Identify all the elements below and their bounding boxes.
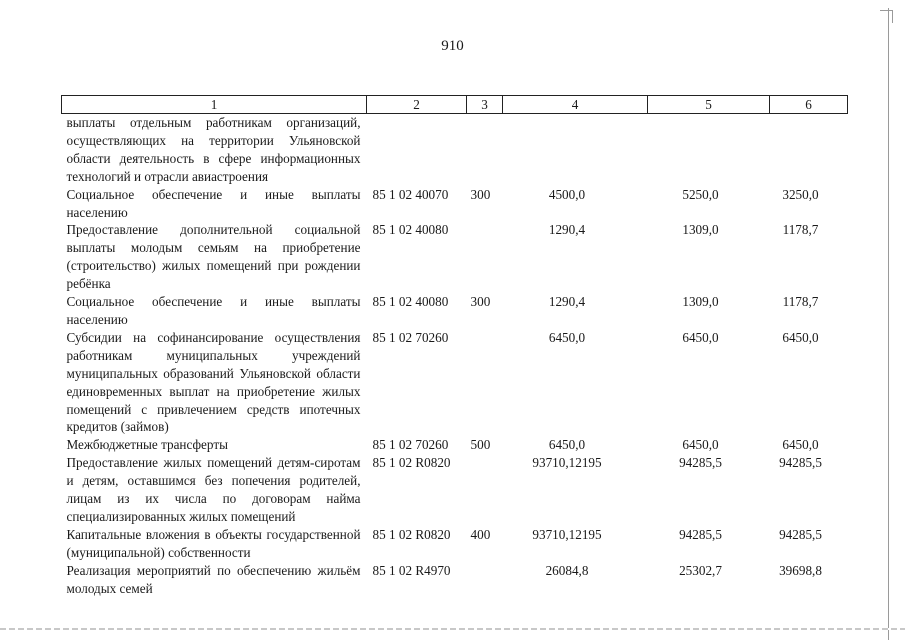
row-year2: 1309,0 xyxy=(682,294,719,310)
table-row xyxy=(62,221,848,293)
corner-mark xyxy=(880,10,893,23)
page-border xyxy=(888,8,889,640)
row-year2: 5250,0 xyxy=(682,186,719,202)
table-row xyxy=(62,562,848,598)
row-code: 85 1 02 R4970 xyxy=(372,562,451,578)
row-year2: 94285,5 xyxy=(679,455,722,471)
row-year2: 6450,0 xyxy=(682,329,719,345)
table-row xyxy=(62,454,848,526)
row-code: 85 1 02 40070 xyxy=(372,186,449,202)
row-year3: 39698,8 xyxy=(779,562,822,578)
scan-bottom-edge xyxy=(0,628,905,630)
row-year1: 6450,0 xyxy=(548,329,586,345)
row-name: Межбюджетные трансферты xyxy=(66,437,228,453)
row-year3: 94285,5 xyxy=(779,455,822,471)
row-year3: 1178,7 xyxy=(782,294,819,310)
column-header-1: 1 xyxy=(62,96,367,114)
row-name: Предоставление дополнительной социальной выплаты молодым семьям на приобретение (строительство) жилых помещений при рождении ребёнка xyxy=(66,222,361,292)
row-name: Реализация мероприятий по обеспечению жильём молодых семей xyxy=(66,562,361,596)
row-code: 85 1 02 40080 xyxy=(372,294,449,310)
row-code: 85 1 02 R0820 xyxy=(372,455,451,471)
table-row xyxy=(62,186,848,222)
row-expense-type xyxy=(467,562,503,598)
column-header-2: 2 xyxy=(367,96,467,114)
column-header-5: 5 xyxy=(648,96,770,114)
table-row xyxy=(62,436,848,454)
row-code: 85 1 02 R0820 xyxy=(372,526,451,542)
table-row xyxy=(62,114,848,186)
row-year2: 94285,5 xyxy=(679,526,722,542)
table-header-row xyxy=(62,96,848,114)
row-code xyxy=(367,114,467,186)
row-name: Предоставление жилых помещений детям-сиротам и детям, оставшимся без попечения родителей, лицам из их числа по договорам найма специализированных жилых помещений xyxy=(66,455,361,524)
row-year3: 94285,5 xyxy=(779,526,822,542)
row-year1: 26084,8 xyxy=(545,562,589,578)
row-expense-type xyxy=(467,114,503,186)
row-name: Социальное обеспечение и иные выплаты населению xyxy=(66,294,361,327)
row-year2: 1309,0 xyxy=(682,222,719,238)
row-year3: 6450,0 xyxy=(782,437,819,453)
row-name: Капитальные вложения в объекты государственной (муниципальной) собственности xyxy=(66,526,361,560)
row-expense-type: 300 xyxy=(470,186,491,202)
row-year1: 6450,0 xyxy=(548,437,586,453)
row-name: Социальное обеспечение и иные выплаты населению xyxy=(66,186,361,220)
row-expense-type xyxy=(467,454,503,526)
row-year1: 93710,12195 xyxy=(532,455,602,471)
row-code: 85 1 02 70260 xyxy=(372,329,449,345)
row-year1: 1290,4 xyxy=(548,294,586,310)
row-year2: 25302,7 xyxy=(679,562,722,578)
row-code: 85 1 02 40080 xyxy=(372,222,449,238)
row-year3: 6450,0 xyxy=(782,329,819,345)
row-year1: 93710,12195 xyxy=(532,526,602,542)
row-name: выплаты отдельным работникам организаций, осуществляющих на территории Ульяновской области деятельность в сфере информационных технологий и отрасли авиастроения xyxy=(66,115,361,184)
page-number: 910 xyxy=(441,38,464,54)
table-row xyxy=(62,526,848,562)
row-expense-type xyxy=(467,329,503,436)
row-year1: 1290,4 xyxy=(548,222,586,238)
column-header-4: 4 xyxy=(503,96,648,114)
row-code: 85 1 02 70260 xyxy=(372,437,449,453)
row-expense-type: 500 xyxy=(470,437,491,453)
column-header-6: 6 xyxy=(770,96,848,114)
column-header-3: 3 xyxy=(467,96,503,114)
row-year2: 6450,0 xyxy=(682,437,719,453)
row-year1: 4500,0 xyxy=(548,186,586,202)
row-expense-type: 400 xyxy=(470,526,491,542)
table-row xyxy=(62,293,848,329)
budget-table xyxy=(61,95,848,597)
row-expense-type: 300 xyxy=(470,294,491,310)
row-expense-type xyxy=(467,221,503,293)
row-year3: 1178,7 xyxy=(782,222,819,238)
row-year3: 3250,0 xyxy=(782,186,819,202)
row-name: Субсидии на софинансирование осуществления работникам муниципальных учреждений муниципальных образований Ульяновской области единовременных выплат на приобретение жилых помещений с привлечением средств ипотечных кредитов (займов) xyxy=(66,329,361,435)
table-row xyxy=(62,329,848,436)
